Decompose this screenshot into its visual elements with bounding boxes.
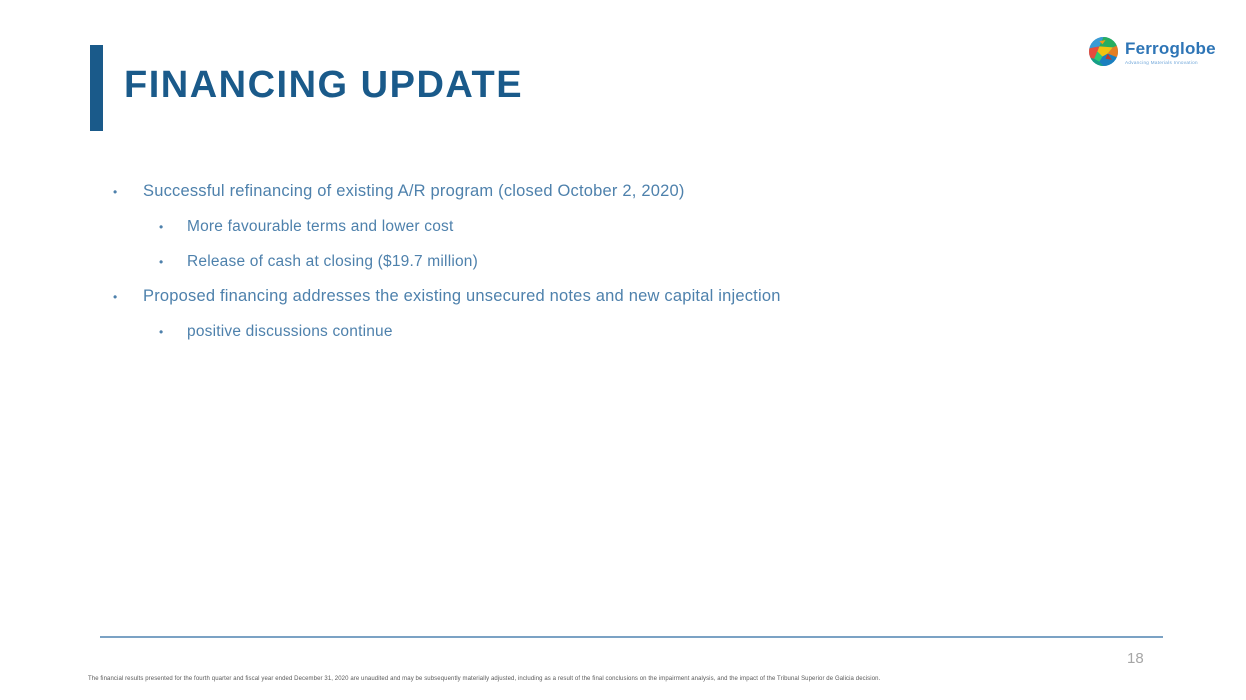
bullet-text: More favourable terms and lower cost (187, 217, 454, 235)
page-number: 18 (1127, 650, 1144, 667)
logo-tagline: Advancing Materials Innovation (1125, 60, 1198, 65)
page-title: FINANCING UPDATE (124, 64, 524, 106)
bullet-icon: • (159, 324, 164, 339)
sub-bullet-item (159, 314, 1113, 349)
bullet-text: positive discussions continue (187, 322, 393, 340)
bullet-item (113, 174, 1113, 209)
bullet-text: Successful refinancing of existing A/R program (closed October 2, 2020) (143, 182, 685, 200)
bullet-icon: • (113, 184, 118, 199)
logo-text-block (1125, 37, 1216, 65)
footer-divider (100, 636, 1163, 638)
bullet-icon: • (159, 254, 164, 269)
logo-wordmark: Ferroglobe (1125, 39, 1216, 58)
globe-icon (1089, 37, 1118, 66)
bullet-icon: • (159, 219, 164, 234)
ferroglobe-logo (1089, 37, 1216, 66)
bullet-item (113, 279, 1113, 314)
sub-bullet-item (159, 244, 1113, 279)
bullet-list (113, 174, 1113, 349)
bullet-icon: • (113, 289, 118, 304)
disclaimer-text: The financial results presented for the fourth quarter and fiscal year ended December 31, 2020 are unaudited and may be subsequently materially adjusted, including as a result of the final conclusions on the impairment analysis, and the impact of the Tribunal Superior de Galicia decision. (88, 676, 881, 682)
bullet-text: Proposed financing addresses the existing unsecured notes and new capital injection (143, 287, 781, 305)
bullet-text: Release of cash at closing ($19.7 million) (187, 252, 478, 270)
sub-bullet-item (159, 209, 1113, 244)
title-accent-bar (90, 45, 103, 131)
